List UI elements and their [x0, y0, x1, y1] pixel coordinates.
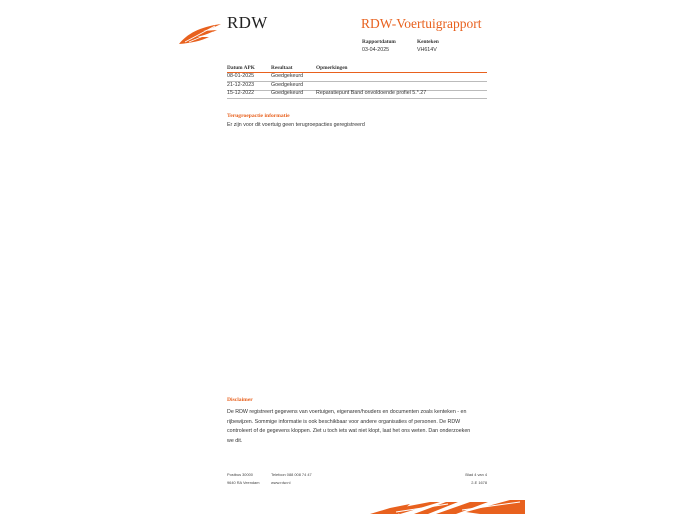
table-row [227, 89, 487, 97]
plate-label: Kenteken [417, 39, 439, 45]
disclaimer-title: Disclaimer [227, 397, 253, 403]
decorative-stripes-icon [370, 500, 525, 514]
cell-remarks: Reparatiepunt Band onvoldoende profiel 5.*.27 [316, 90, 427, 96]
footer-page-number: Blad 4 van 4 [465, 472, 487, 477]
cell-date: 21-12-2023 [227, 82, 255, 88]
rdw-logo-icon [177, 22, 223, 46]
plate-value: VH614V [417, 47, 437, 53]
table-row [227, 81, 487, 89]
cell-date: 08-01-2025 [227, 73, 255, 79]
document-title: RDW-Voertuigrapport [361, 16, 482, 31]
footer-code: 2-E 1678 [471, 480, 487, 485]
cell-result: Goedgekeurd [271, 73, 304, 79]
footer-postcode: 9640 RA Veendam [227, 480, 260, 485]
footer-phone: Telefoon 088 008 74 47 [271, 472, 312, 477]
cell-result: Goedgekeurd [271, 82, 304, 88]
logo-text: RDW [227, 13, 268, 32]
column-header-result: Resultaat [271, 65, 293, 71]
disclaimer-line: controleert of de gegevens kloppen. Ziet u toch iets wat niet klopt, laat het ons weten. Dan onderzoeken [227, 428, 471, 435]
cell-date: 15-12-2022 [227, 90, 255, 96]
table-row [227, 72, 487, 80]
column-header-remarks: Opmerkingen [316, 65, 348, 71]
disclaimer-text [227, 408, 487, 447]
cell-result: Goedgekeurd [271, 90, 304, 96]
disclaimer-line: rijbewijzen. Sommige informatie is ook beschikbaar voor andere organisaties of personen. De RDW [227, 418, 461, 425]
recall-title: Terugroepactie informatie [227, 113, 290, 119]
row-divider [227, 98, 487, 99]
disclaimer-line: De RDW registreert gegevens van voertuigen, eigenaren/houders en documenten zoals kenteken - en [227, 409, 467, 415]
recall-text: Er zijn voor dit voertuig geen terugroepacties geregistreerd [227, 122, 365, 128]
footer-website[interactable]: www.rdw.nl [271, 480, 291, 485]
report-date-value: 03-04-2025 [362, 47, 390, 53]
column-header-date: Datum APK [227, 65, 255, 71]
report-date-label: Rapportdatum [362, 39, 396, 45]
disclaimer-line: we dit. [227, 438, 243, 445]
footer-postbus: Postbus 30000 [227, 472, 253, 477]
